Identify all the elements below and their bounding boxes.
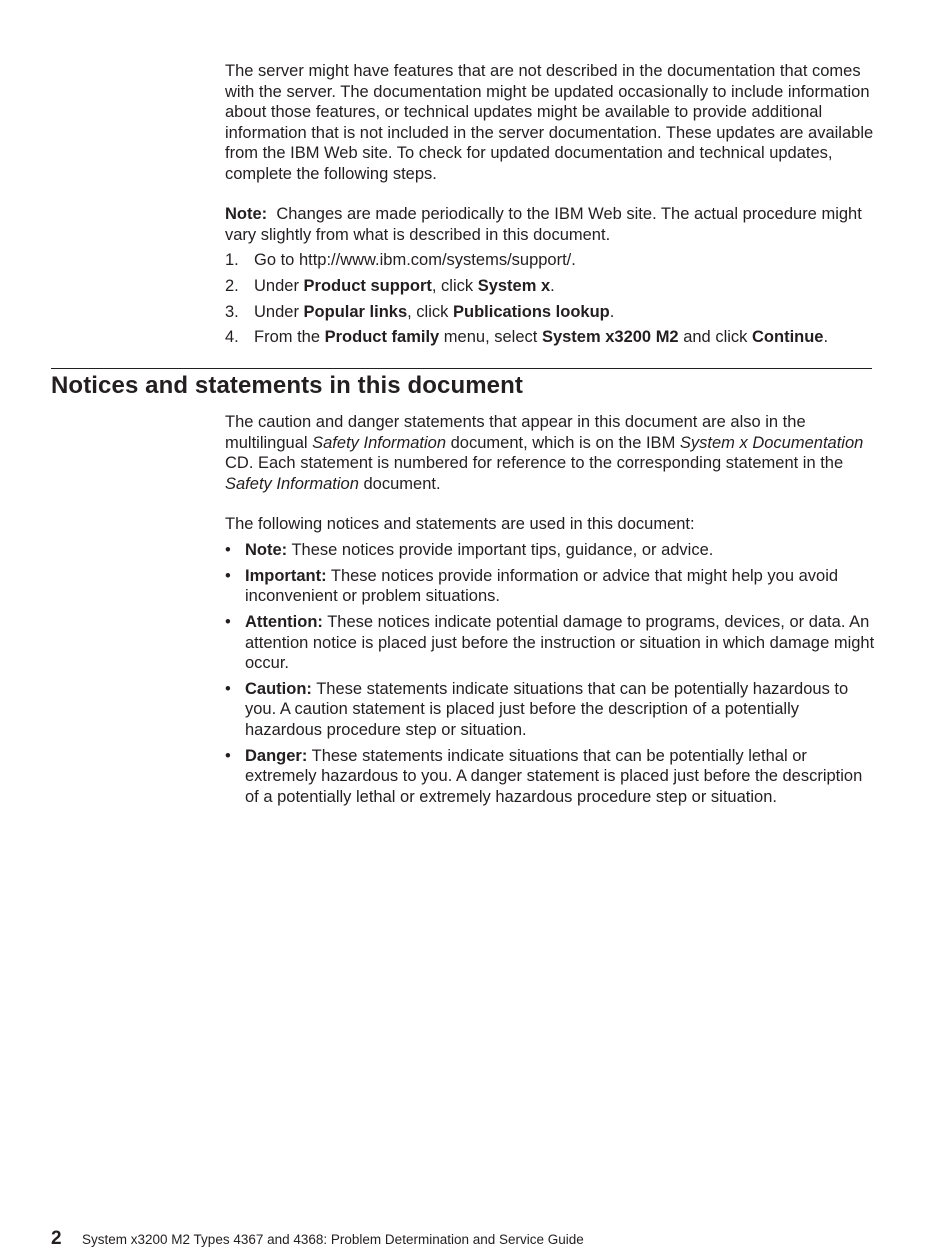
notice-types-list [225,540,875,812]
step-text: menu, select [439,328,542,347]
document-title-italic: Safety Information [312,433,447,452]
notice-label: Note: [245,541,288,559]
section-heading: Notices and statements in this document [51,372,523,399]
note-paragraph [225,204,875,245]
document-title-italic: System x Documentation [679,433,864,452]
notice-label: Caution: [245,679,312,698]
bullet-icon: • [225,613,231,632]
step-bold-text: System x3200 M2 [541,328,679,347]
bullet-icon: • [225,541,231,559]
step-bold-text: Product support [303,276,432,295]
step-bold-text: Publications lookup [452,302,610,321]
step-text: . [550,276,555,295]
steps-list [225,250,875,353]
paragraph-text: document. [358,474,441,493]
section-divider [51,368,872,369]
list-item [225,679,875,741]
step-number: 1. [225,251,239,269]
bullet-icon: • [225,566,231,585]
note-label: Note: [225,205,268,223]
step-bold-text: Continue [752,328,824,347]
following-intro: The following notices and statements are used in this document: [225,515,695,533]
step-text: and click [678,328,752,347]
list-item [225,566,875,607]
step-bold-text: Popular links [303,302,408,321]
notice-description: These notices indicate potential damage to programs, devices, or data. An attention notice is placed just before the instruction or situation in which damage might occur. [245,613,875,673]
step-number: 3. [225,302,239,321]
step-bold-text: Product family [324,328,440,347]
step-text: Under [254,302,304,321]
step-item [225,250,875,271]
step-item [225,276,875,297]
step-text: . [609,302,615,321]
page-footer [51,1228,584,1250]
step-item [225,302,875,323]
list-item [225,746,875,808]
notice-label: Danger: [245,746,308,765]
notice-label: Attention: [245,613,323,632]
step-bold-text: System x [477,276,551,295]
step-text: Go to http://www.ibm.com/systems/support/. [254,251,576,269]
paragraph-text: The caution and danger statements that appear in this document are also in the multilingual [225,413,806,452]
step-text: , click [431,276,478,295]
list-item [225,612,875,674]
notice-description: These notices provide information or advice that might help you avoid inconvenient or problem situations. [245,566,839,606]
notice-description: These notices provide important tips, guidance, or advice. [287,541,714,559]
notice-description: These statements indicate situations that can be potentially hazardous to you. A caution statement is placed just before the description of a potentially hazardous procedure step or situation. [245,679,849,739]
notice-label: Important: [245,566,327,585]
step-text: . [823,328,829,347]
paragraph-text: CD. Each statement is numbered for reference to the corresponding statement in the [225,454,844,472]
step-text: Under [254,276,304,295]
step-item [225,327,875,348]
list-item [225,540,875,561]
notices-paragraph [225,412,875,494]
footer-title: System x3200 M2 Types 4367 and 4368: Problem Determination and Service Guide [82,1232,584,1247]
paragraph-text: document, which is on the IBM [446,433,680,452]
step-text: , click [407,302,453,321]
notice-description: These statements indicate situations that can be potentially lethal or extremely hazardous to you. A danger statement is placed just before the description of a potentially lethal or extremely hazardous procedure step or situation. [245,746,863,806]
step-number: 2. [225,276,239,295]
step-text: From the [254,328,325,347]
note-text: Changes are made periodically to the IBM Web site. The actual procedure might vary slightly from what is described in this document. [225,205,862,244]
bullet-icon: • [225,746,231,765]
bullet-icon: • [225,679,231,698]
step-number: 4. [225,328,239,347]
document-title-italic: Safety Information [225,474,359,493]
intro-paragraph: The server might have features that are not described in the documentation that comes with the server. The documentation might be updated occasionally to include information about those features, or technical updates might be available to provide additional information that is not included in the server documentation. These updates are available from the IBM Web site. To check for updated documentation and technical updates, complete the following steps. [225,62,874,183]
page-number: 2 [51,1228,62,1249]
